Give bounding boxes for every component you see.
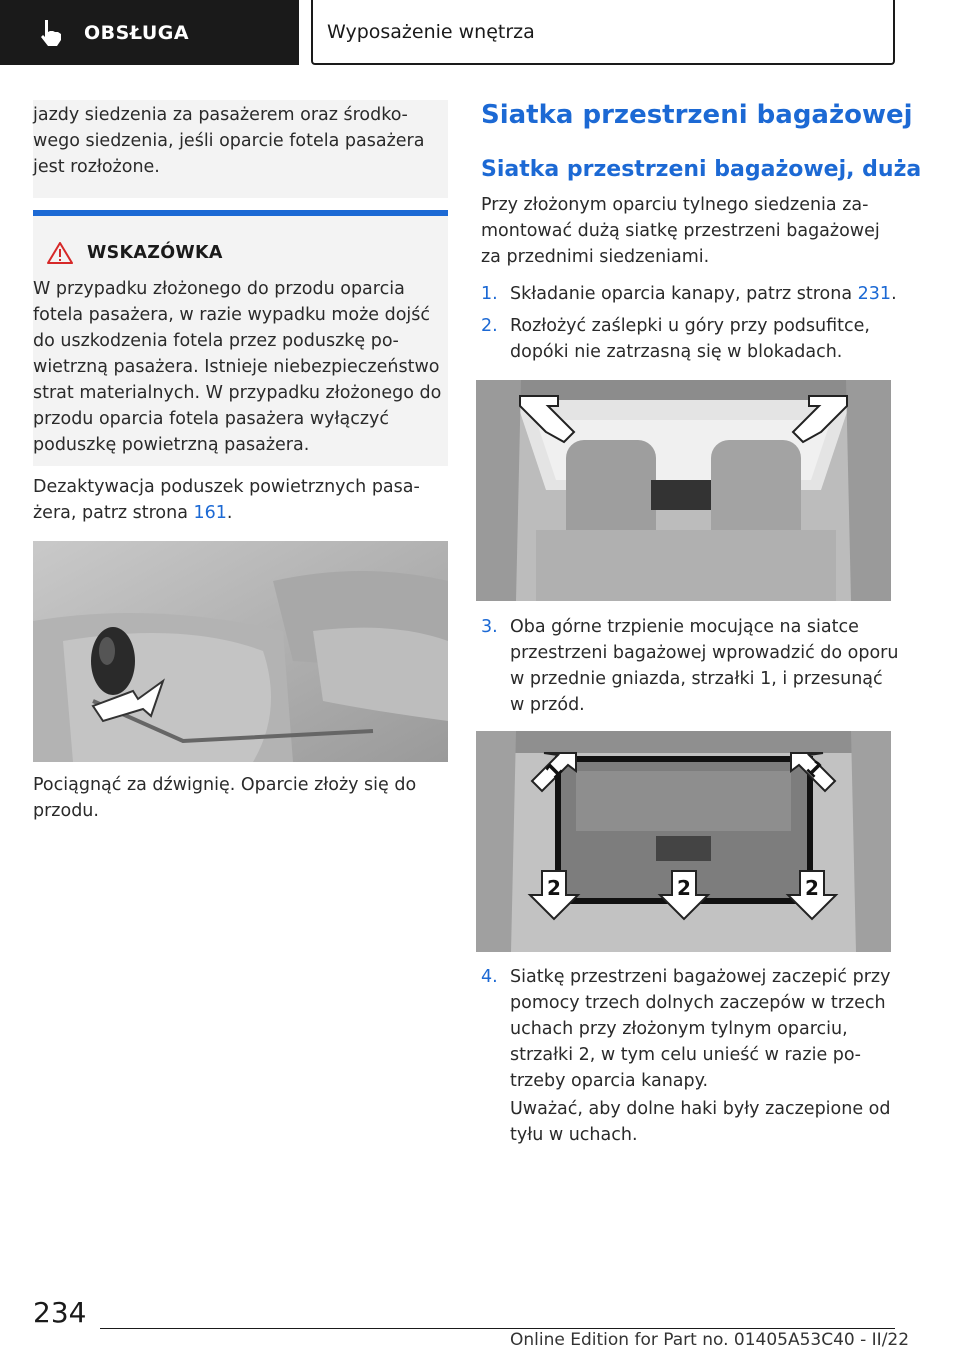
continuation-box bbox=[33, 100, 448, 198]
page-link-161[interactable]: 161 bbox=[193, 503, 227, 523]
step-1 bbox=[481, 281, 901, 307]
step-3 bbox=[481, 614, 901, 718]
warning-title: WSKAZÓWKA bbox=[87, 243, 223, 263]
hand-pointer-icon bbox=[36, 18, 66, 48]
step-number: 1. bbox=[481, 284, 498, 304]
step-4 bbox=[481, 964, 901, 1094]
continuation-text: jazdy siedzenia za pasażerem oraz środkowego siedzenia, jeśli oparcie fotela pasażera jest rozłożone. bbox=[33, 105, 425, 177]
step-2 bbox=[481, 313, 901, 365]
step-text: Oba górne trzpienie mocujące na siatce przestrzeni bagażowej wprowadzić do oporu w przednie gniazda, strzałki 1, i przesunąć w przód. bbox=[510, 617, 899, 715]
interior-caps-photo bbox=[476, 380, 891, 601]
arrow-label-2-center: 2 bbox=[677, 876, 691, 900]
page-link-231[interactable]: 231 bbox=[857, 284, 892, 304]
step-text: Składanie oparcia kanapy, patrz strona 231. bbox=[510, 284, 897, 304]
footer-divider bbox=[100, 1328, 895, 1329]
seat-lever-photo bbox=[33, 541, 448, 762]
cargo-net-photo bbox=[476, 731, 891, 952]
pull-lever-text: Pociągnąć za dźwignię. Oparcie złoży się do przodu. bbox=[33, 775, 417, 821]
step-4-note: Uważać, aby dolne haki były zaczepione od tyłu w uchach. bbox=[510, 1099, 891, 1145]
intro-text: Przy złożonym oparciu tylnego siedzenia zamontować dużą siatkę przestrzeni bagażowej za przednimi siedzeniami. bbox=[481, 195, 880, 267]
warning-text: W przypadku złożonego do przodu oparcia fotela pasażera, w razie wypadku może dojść do uszkodzenia fotela przez poduszkę powietrzną pasażera. Istnieje niebezpieczeństwo strat materialnych. W przypadku złożonego do przodu oparcia fotela pasażera wyłączyć poduszkę powietrzną pasażera. bbox=[33, 279, 442, 455]
arrow-label-2-right: 2 bbox=[805, 876, 819, 900]
page-number: 234 bbox=[33, 1296, 87, 1329]
header-chapter-tab bbox=[311, 0, 895, 65]
section-heading: Siatka przestrzeni bagażowej bbox=[481, 100, 913, 130]
arrow-label-1-left: 1 bbox=[540, 756, 568, 784]
warning-box bbox=[33, 210, 448, 466]
step-number: 2. bbox=[481, 316, 498, 336]
arrow-label-2-left: 2 bbox=[547, 876, 561, 900]
arrow-label-1-right: 1 bbox=[801, 755, 829, 783]
footer-edition: Online Edition for Part no. 01405A53C40 - II/22 bbox=[510, 1330, 910, 1350]
section-label: OBSŁUGA bbox=[84, 21, 190, 44]
warning-triangle-icon bbox=[47, 242, 73, 264]
warning-header bbox=[47, 242, 223, 264]
step-text: Rozłożyć zaślepki u góry przy podsufitce, dopóki nie zatrzasną się w blokadach. bbox=[510, 316, 870, 362]
step-number: 3. bbox=[481, 617, 498, 637]
airbag-deactivation-text: Dezaktywacja poduszek powietrznych pasażera, patrz strona 161. bbox=[33, 477, 420, 523]
step-text: Siatkę przestrzeni bagażowej zaczepić przy pomocy trzech dolnych zaczepów w trzech uchach przy złożonym tylnym oparciu, strzałki 2, w tym celu unieść w razie potrzeby oparcia kanapy. bbox=[510, 967, 891, 1091]
chapter-title: Wyposażenie wnętrza bbox=[327, 20, 535, 43]
subsection-heading: Siatka przestrzeni bagażowej, duża bbox=[481, 157, 922, 182]
step-number: 4. bbox=[481, 967, 498, 987]
header-section-tab bbox=[0, 0, 299, 65]
